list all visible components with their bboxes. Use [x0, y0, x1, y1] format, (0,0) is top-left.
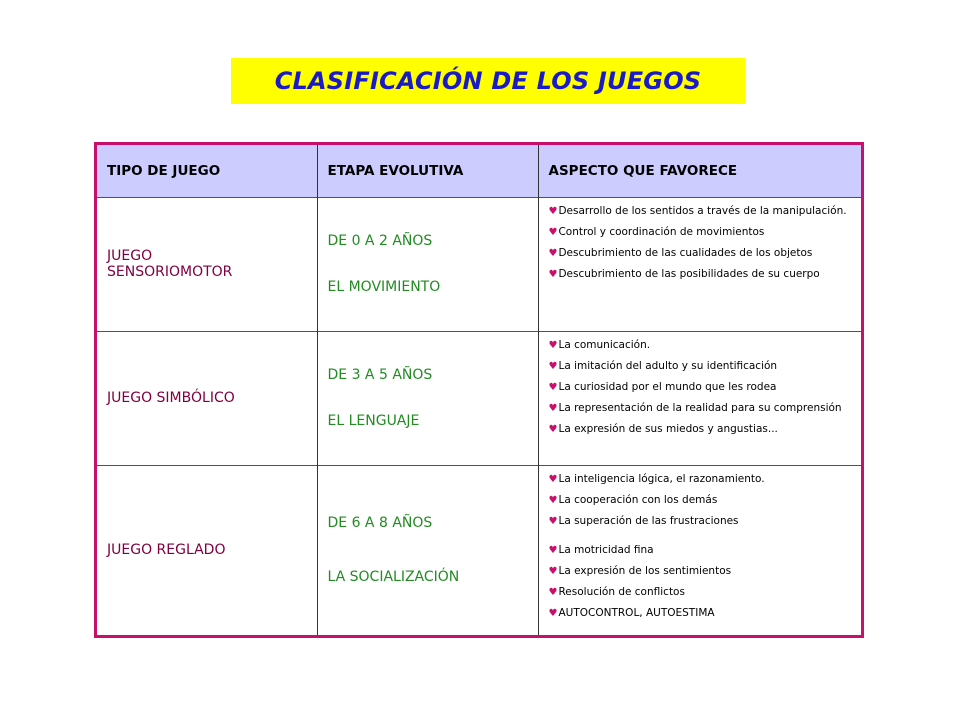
aspects-list	[549, 204, 856, 282]
age-range: DE 0 A 2 AÑOS	[327, 233, 433, 249]
heart-icon: ♥	[548, 268, 558, 280]
aspect-item	[549, 422, 856, 437]
aspect-text: La expresión de sus miedos y angustias...	[558, 422, 778, 435]
title-banner	[231, 58, 745, 104]
aspect-text: La curiosidad por el mundo que les rodea	[558, 380, 777, 393]
aspects-cell	[538, 331, 861, 465]
aspect-text: Desarrollo de los sentidos a través de la manipulación.	[558, 204, 847, 217]
heart-icon: ♥	[548, 607, 558, 619]
header-aspects: ASPECTO QUE FAVORECE	[538, 145, 861, 197]
table-header-row	[97, 145, 861, 197]
aspect-text: AUTOCONTROL, AUTOESTIMA	[558, 606, 715, 619]
header-game-type: TIPO DE JUEGO	[97, 145, 317, 197]
aspect-text: Resolución de conflictos	[558, 585, 685, 598]
aspect-text: Control y coordinación de movimientos	[558, 225, 765, 238]
aspect-text: La cooperación con los demás	[558, 493, 718, 506]
heart-icon: ♥	[548, 544, 558, 556]
aspect-item	[549, 585, 856, 600]
aspect-text: La inteligencia lógica, el razonamiento.	[558, 472, 765, 485]
table-row	[97, 331, 861, 465]
aspect-item	[549, 204, 856, 219]
aspects-list	[549, 338, 856, 437]
aspect-text: La superación de las frustraciones	[558, 514, 739, 527]
aspect-item	[549, 267, 856, 282]
aspect-item	[549, 380, 856, 395]
aspect-item	[549, 472, 856, 487]
heart-icon: ♥	[548, 205, 558, 217]
aspect-item	[549, 514, 856, 529]
heart-icon: ♥	[548, 586, 558, 598]
table-grid	[97, 145, 861, 635]
heart-icon: ♥	[548, 381, 558, 393]
aspect-text: La expresión de los sentimientos	[558, 564, 732, 577]
aspects-list	[549, 472, 856, 621]
aspect-item	[549, 564, 856, 579]
classification-table	[94, 142, 864, 638]
stage-cell	[317, 331, 538, 465]
aspects-cell	[538, 197, 861, 331]
stage-cell	[317, 465, 538, 635]
age-range: DE 6 A 8 AÑOS	[327, 515, 433, 532]
aspect-text: Descubrimiento de las posibilidades de su cuerpo	[558, 267, 820, 280]
development-focus: EL LENGUAJE	[327, 413, 420, 429]
heart-icon: ♥	[548, 360, 558, 372]
aspect-text: La representación de la realidad para su comprensión	[558, 401, 842, 414]
aspect-item	[549, 543, 856, 558]
heart-icon: ♥	[548, 515, 558, 527]
game-type-cell: JUEGO SIMBÓLICO	[97, 331, 317, 465]
aspect-text: La motricidad fina	[558, 543, 654, 556]
heart-icon: ♥	[548, 494, 558, 506]
aspect-item	[549, 246, 856, 261]
aspect-item	[549, 338, 856, 353]
aspect-item	[549, 606, 856, 621]
heart-icon: ♥	[548, 226, 558, 238]
aspect-text: Descubrimiento de las cualidades de los objetos	[558, 246, 813, 259]
aspects-cell	[538, 465, 861, 635]
aspect-item	[549, 225, 856, 240]
stage-cell	[317, 197, 538, 331]
table-row	[97, 465, 861, 635]
header-stage: ETAPA EVOLUTIVA	[317, 145, 538, 197]
development-focus: LA SOCIALIZACIÓN	[327, 569, 460, 586]
aspect-item	[549, 493, 856, 508]
heart-icon: ♥	[548, 339, 558, 351]
page-title: CLASIFICACIÓN DE LOS JUEGOS	[274, 67, 702, 95]
game-type-cell: JUEGO REGLADO	[97, 465, 317, 635]
heart-icon: ♥	[548, 247, 558, 259]
aspect-text: La imitación del adulto y su identificación	[558, 359, 778, 372]
table-row	[97, 197, 861, 331]
age-range: DE 3 A 5 AÑOS	[327, 367, 433, 383]
aspect-item	[549, 359, 856, 374]
heart-icon: ♥	[548, 565, 558, 577]
heart-icon: ♥	[548, 473, 558, 485]
development-focus: EL MOVIMIENTO	[327, 279, 441, 295]
heart-icon: ♥	[548, 402, 558, 414]
game-type-cell: JUEGO SENSORIOMOTOR	[97, 197, 317, 331]
aspect-text: La comunicación.	[558, 338, 651, 351]
aspect-item	[549, 401, 856, 416]
heart-icon: ♥	[548, 423, 558, 435]
